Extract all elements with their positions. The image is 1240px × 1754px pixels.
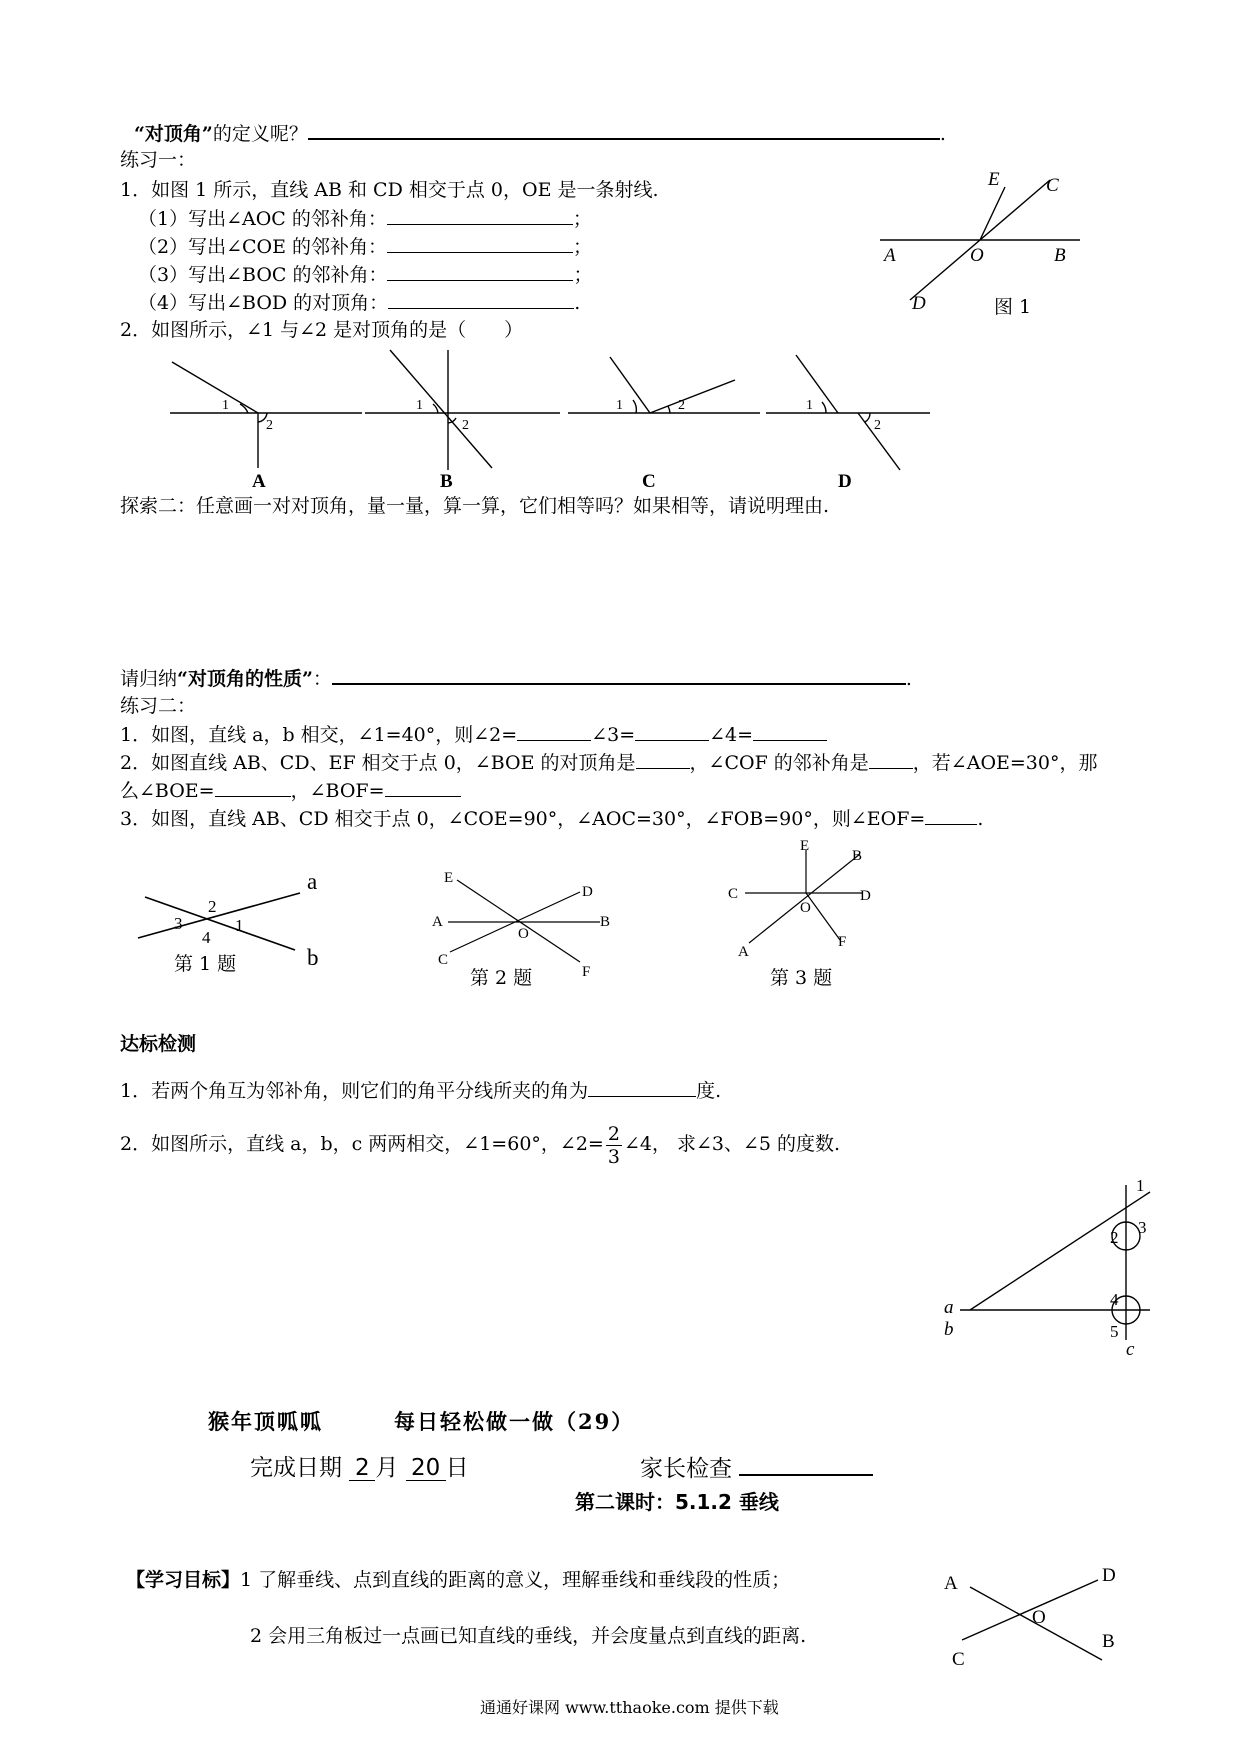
completion-date: 完成日期 2 月 20 日 <box>250 1455 469 1481</box>
lesson-fig-label-c: C <box>952 1649 965 1670</box>
fig1-label-o: O <box>970 245 984 266</box>
option-a-label: A <box>252 471 266 492</box>
exercise2-q1: 1．如图，直线 a，b 相交，∠1=40°，则∠2= ∠3= ∠4= <box>120 722 827 747</box>
fig1-label-b: B <box>1054 245 1066 266</box>
test-title: 达标检测 <box>120 1033 197 1055</box>
lesson-fig-label-b: B <box>1102 1631 1115 1652</box>
optA-angle1-label: 1 <box>222 398 229 413</box>
optD-angle1-label: 1 <box>806 398 813 413</box>
p2f2-caption: 第 2 题 <box>470 967 533 989</box>
site-footer: 通通好课网 www.tthaoke.com 提供下载 <box>480 1698 779 1717</box>
p2f3-label-o: O <box>800 900 811 916</box>
option-d-label: D <box>838 471 852 492</box>
p2f3-label-e: E <box>800 838 810 854</box>
optC-angle2-label: 2 <box>678 398 685 413</box>
option-b-label: B <box>440 471 453 492</box>
lesson-fig-label-d: D <box>1102 1565 1116 1586</box>
test-angle3: 3 <box>1138 1218 1147 1237</box>
practice2-figure-1 <box>138 893 300 950</box>
test-q1: 1．若两个角互为邻补角，则它们的角平分线所夹的角为 度. <box>120 1080 722 1102</box>
exercise2-title: 练习二： <box>120 695 197 717</box>
test-q2: 2．如图所示，直线 a，b，c 两两相交，∠1=60°，∠2= $\frac{2}{3}$ ∠4， 求∠3、∠5 的度数. <box>120 1122 841 1168</box>
learning-goal-2: 2 会用三角板过一点画已知直线的垂线，并会度量点到直线的距离. <box>250 1625 807 1647</box>
optB-angle2-label: 2 <box>462 418 469 433</box>
fraction: $\frac{2}{3}$ <box>607 1122 620 1168</box>
p2f1-label-a: a <box>307 869 318 894</box>
p2f3-caption: 第 3 题 <box>770 967 833 989</box>
fig1-label-d: D <box>912 293 926 314</box>
p2f1-angle1: 1 <box>235 916 244 935</box>
figure-1 <box>880 180 1080 300</box>
p2f2-label-b: B <box>600 914 611 930</box>
option-c-label: C <box>642 471 656 492</box>
p2f1-angle4: 4 <box>202 928 211 947</box>
optA-angle2-label: 2 <box>266 418 273 433</box>
p2f1-angle2: 2 <box>208 897 217 916</box>
lesson-title: 第二课时：5.1.2 垂线 <box>575 1490 779 1514</box>
exercise1-q1-2: （2）写出∠COE 的邻补角： ； <box>138 236 593 258</box>
p2f2-label-o: O <box>518 926 529 942</box>
exercise1-q1-4: （4）写出∠BOD 的对顶角： . <box>138 292 581 314</box>
parent-signature-blank[interactable] <box>739 1456 873 1476</box>
exercise1-q1-3: （3）写出∠BOC 的邻补角： ； <box>138 264 593 286</box>
p2f3-label-d: D <box>860 888 871 904</box>
fig1-label-e: E <box>988 169 1000 190</box>
test-label-a: a <box>944 1297 954 1318</box>
p2f2-label-c: C <box>438 952 449 968</box>
definition-question: “对顶角”的定义呢？ . <box>134 120 946 146</box>
practice2-figure-2 <box>448 880 600 962</box>
parent-check: 家长检查 <box>640 1456 873 1481</box>
fig1-label-c: C <box>1046 175 1059 196</box>
fig1-caption: 图 1 <box>994 296 1032 318</box>
option-figures <box>170 350 930 470</box>
optD-angle2-label: 2 <box>874 418 881 433</box>
daily-title: 每日轻松做一做（29） <box>394 1409 635 1434</box>
optC-angle1-label: 1 <box>616 398 623 413</box>
p2f1-angle3: 3 <box>174 914 183 933</box>
p2f2-label-e: E <box>444 870 454 886</box>
p2f2-label-d: D <box>582 884 593 900</box>
test-angle2: 2 <box>1110 1228 1119 1247</box>
property-prompt: 请归纳“对顶角的性质”： . <box>120 665 912 691</box>
p2f3-label-a: A <box>738 944 749 960</box>
learning-goals: 【学习目标】1 了解垂线、点到直线的距离的意义，理解垂线和垂线段的性质； <box>126 1569 791 1591</box>
test-angle5: 5 <box>1110 1322 1119 1341</box>
test-label-c: c <box>1126 1339 1135 1360</box>
test-angle4: 4 <box>1110 1290 1119 1309</box>
p2f2-label-a: A <box>432 914 443 930</box>
lesson-fig-label-a: A <box>944 1573 958 1594</box>
p2f1-caption: 第 1 题 <box>174 953 237 975</box>
p2f3-label-b: B <box>852 848 863 864</box>
p2f3-label-c: C <box>728 886 739 902</box>
test-angle1: 1 <box>1136 1176 1145 1195</box>
answer-blank[interactable] <box>308 120 940 140</box>
exercise1-q1-1: （1）写出∠AOC 的邻补角： ； <box>138 208 592 230</box>
property-answer-blank[interactable] <box>332 665 906 685</box>
exercise1-q2: 2．如图所示，∠1 与∠2 是对顶角的是（ ） <box>120 319 524 341</box>
exercise1-title: 练习一： <box>120 149 197 171</box>
exercise2-q3: 3．如图，直线 AB、CD 相交于点 0，∠COE=90°，∠AOC=30°，∠FOB=90°，则∠EOF= . <box>120 808 984 830</box>
test-label-b: b <box>944 1319 954 1340</box>
p2f2-label-f: F <box>582 964 591 980</box>
exercise2-q2-line2: 么∠BOE= ，∠BOF= <box>120 778 461 803</box>
fig1-label-a: A <box>884 245 896 266</box>
exercise2-q2: 2．如图直线 AB、CD、EF 相交于点 0，∠BOE 的对顶角是 ，∠COF 的邻补角是 ，若∠AOE=30°，那 <box>120 752 1098 774</box>
lesson-fig-label-o: O <box>1032 1607 1046 1628</box>
brand: 猴年顶呱呱 <box>208 1409 323 1434</box>
exercise1-q1: 1．如图 1 所示，直线 AB 和 CD 相交于点 0，OE 是一条射线. <box>120 179 659 201</box>
p2f3-label-f: F <box>838 934 847 950</box>
explore-two: 探索二：任意画一对对顶角，量一量，算一算，它们相等吗？如果相等，请说明理由. <box>120 495 830 517</box>
p2f1-label-b: b <box>307 945 319 970</box>
test-figure <box>960 1185 1150 1340</box>
optB-angle1-label: 1 <box>416 398 423 413</box>
